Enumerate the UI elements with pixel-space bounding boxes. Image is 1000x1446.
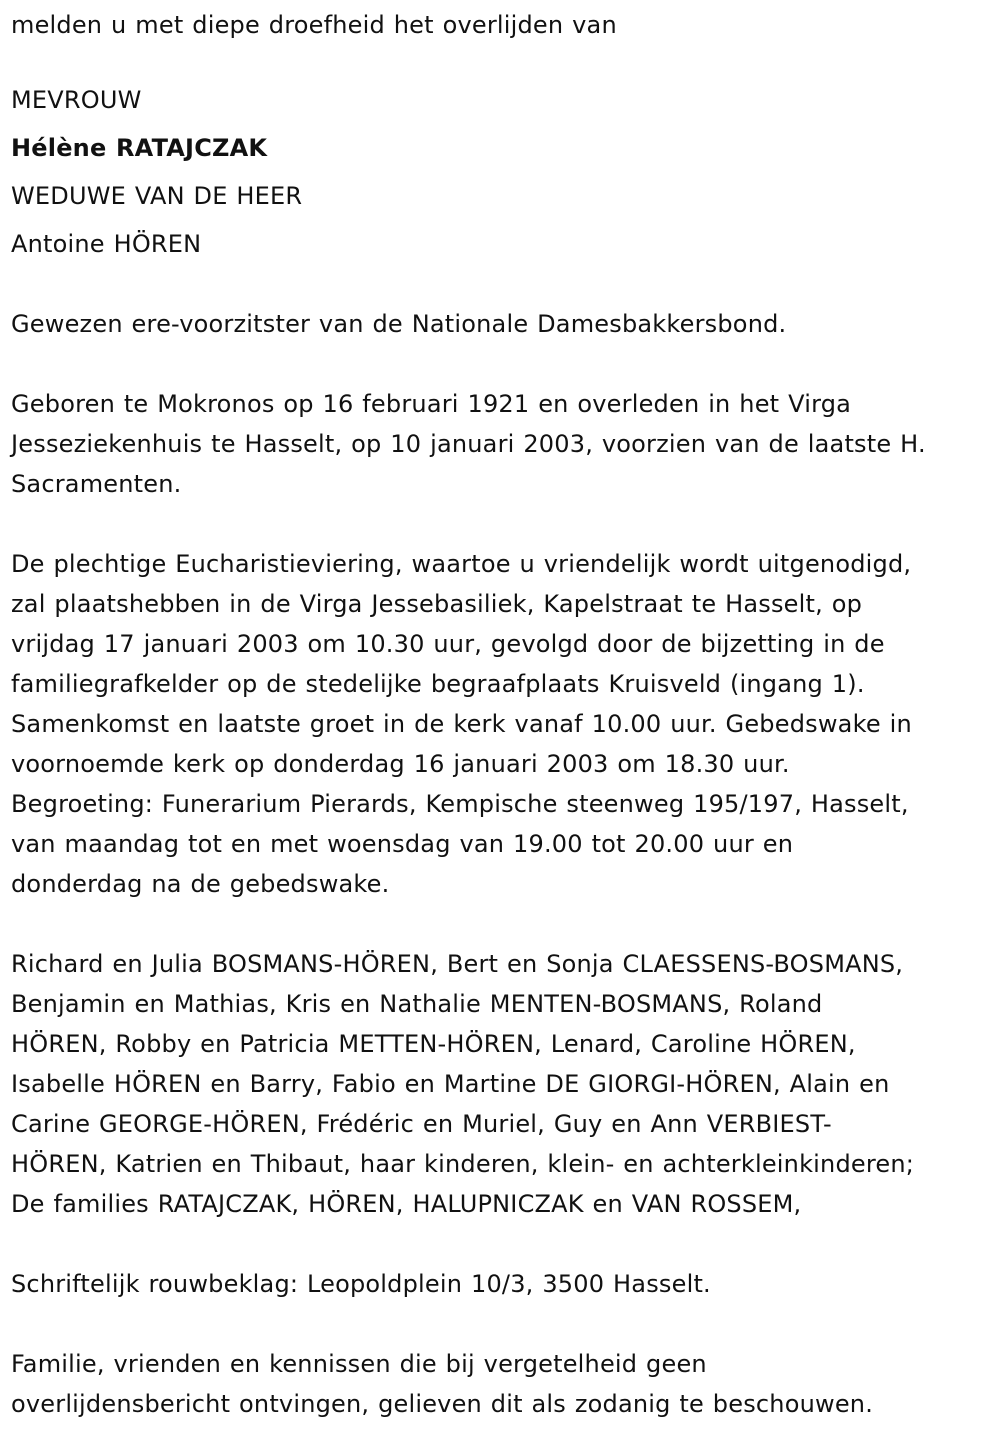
text-line: HÖREN, Robby en Patricia METTEN-HÖREN, Lenard, Caroline HÖREN, bbox=[11, 1030, 856, 1058]
text-line: donderdag na de gebedswake. bbox=[11, 870, 390, 898]
intro-line: melden u met diepe droefheid het overlijden van bbox=[11, 11, 617, 39]
text-line: Samenkomst en laatste groet in de kerk vanaf 10.00 uur. Gebedswake in bbox=[11, 710, 912, 738]
deceased-relation: WEDUWE VAN DE HEER bbox=[11, 182, 303, 210]
deceased-title: MEVROUW bbox=[11, 86, 142, 114]
text-line: voornoemde kerk op donderdag 16 januari 2003 om 18.30 uur. bbox=[11, 750, 790, 778]
ceremony-paragraph bbox=[11, 544, 993, 904]
text-line: Familie, vrienden en kennissen die bij vergetelheid geen bbox=[11, 1350, 707, 1378]
text-line: Sacramenten. bbox=[11, 470, 182, 498]
closing-paragraph bbox=[11, 1344, 993, 1424]
role-paragraph: Gewezen ere-voorzitster van de Nationale Damesbakkersbond. bbox=[11, 310, 787, 338]
text-line: overlijdensbericht ontvingen, gelieven dit als zodanig te beschouwen. bbox=[11, 1390, 874, 1418]
family-paragraph bbox=[11, 944, 993, 1224]
birth-death-paragraph bbox=[11, 384, 993, 504]
text-line: De families RATAJCZAK, HÖREN, HALUPNICZAK en VAN ROSSEM, bbox=[11, 1190, 802, 1218]
condolences-address: Schriftelijk rouwbeklag: Leopoldplein 10/3, 3500 Hasselt. bbox=[11, 1270, 711, 1298]
text-line: Jesseziekenhuis te Hasselt, op 10 januari 2003, voorzien van de laatste H. bbox=[11, 430, 926, 458]
text-line: Begroeting: Funerarium Pierards, Kempische steenweg 195/197, Hasselt, bbox=[11, 790, 909, 818]
obituary-notice bbox=[11, 0, 993, 1424]
text-line: De plechtige Eucharistieviering, waartoe u vriendelijk wordt uitgenodigd, bbox=[11, 550, 912, 578]
text-line: Carine GEORGE-HÖREN, Frédéric en Muriel, Guy en Ann VERBIEST- bbox=[11, 1110, 832, 1138]
text-line: Geboren te Mokronos op 16 februari 1921 en overleden in het Virga bbox=[11, 390, 852, 418]
text-line: familiegrafkelder op de stedelijke begraafplaats Kruisveld (ingang 1). bbox=[11, 670, 865, 698]
deceased-name: Hélène RATAJCZAK bbox=[11, 134, 268, 162]
spouse-name: Antoine HÖREN bbox=[11, 230, 202, 258]
text-line: Benjamin en Mathias, Kris en Nathalie MENTEN-BOSMANS, Roland bbox=[11, 990, 823, 1018]
text-line: Richard en Julia BOSMANS-HÖREN, Bert en Sonja CLAESSENS-BOSMANS, bbox=[11, 950, 904, 978]
text-line: HÖREN, Katrien en Thibaut, haar kinderen, klein- en achterkleinkinderen; bbox=[11, 1150, 915, 1178]
text-line: van maandag tot en met woensdag van 19.00 tot 20.00 uur en bbox=[11, 830, 794, 858]
text-line: vrijdag 17 januari 2003 om 10.30 uur, gevolgd door de bijzetting in de bbox=[11, 630, 885, 658]
text-line: Isabelle HÖREN en Barry, Fabio en Martine DE GIORGI-HÖREN, Alain en bbox=[11, 1070, 890, 1098]
text-line: zal plaatshebben in de Virga Jessebasiliek, Kapelstraat te Hasselt, op bbox=[11, 590, 863, 618]
